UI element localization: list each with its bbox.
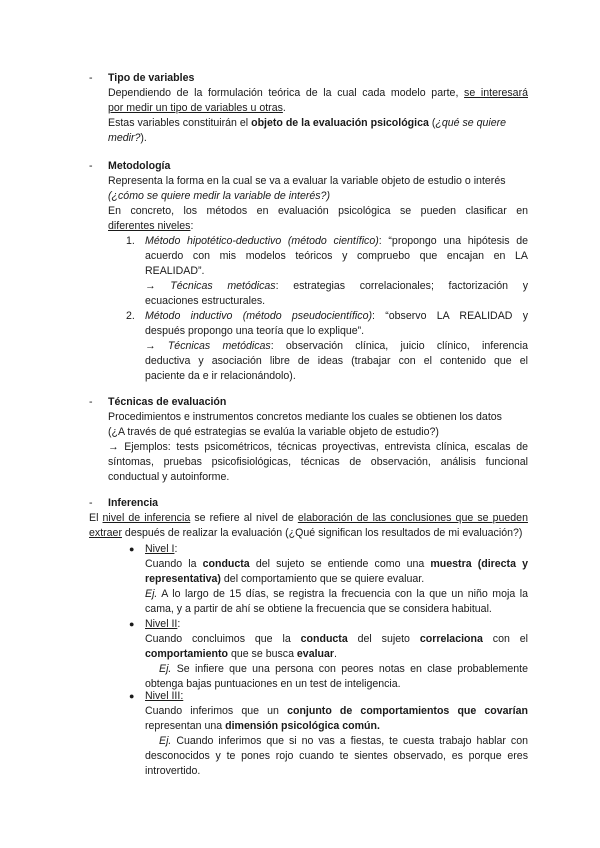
- list-item-nivel-3: Nivel III: Cuando inferimos que un conjunto de comportamientos que covarían representan una dimensión psicológica común. Ej. Cuando inferimos que si no vas a fiestas, te cuesta trabajo hablar con desconocidos y te pones rojo cuando te sientes observado, es porque eres introvertido.: [145, 690, 528, 777]
- section-title: Metodología: [108, 160, 171, 172]
- bullet-dot-icon: ●: [129, 691, 135, 701]
- section-title: Técnicas de evaluación: [108, 396, 227, 408]
- list-number: 1.: [126, 235, 135, 247]
- section-body: Procedimientos e instrumentos concretos mediante los cuales se obtienen los datos (¿A través de qué estrategias se evalúa la variable objeto de estudio?) → Ejemplos: tests psicométricos, técnicas proyectivas, entrevista clínica, escalas de síntomas, pruebas psicofisiológicas, técnicas de observación, análisis funcional conductual y autoinforme.: [108, 411, 528, 483]
- section-body: Representa la forma en la cual se va a evaluar la variable objeto de estudio o interés (¿cómo se quiere medir la variable de interés?) En concreto, los métodos en evaluación psicológica se pueden clasificar en diferentes niveles:: [108, 175, 528, 232]
- section-bullet: -: [89, 72, 93, 84]
- list-item-nivel-1: Nivel I: Cuando la conducta del sujeto se entiende como una muestra (directa y representativa) del comportamiento que se quiere evaluar. Ej. A lo largo de 15 días, se registra la frecuencia con la que un niño moja la cama, y a partir de ahí se obtiene la frecuencia que se considera habitual.: [145, 543, 528, 615]
- section-bullet: -: [89, 160, 93, 172]
- section-body: Dependiendo de la formulación teórica de la cual cada modelo parte, se interesará por medir un tipo de variables u otras. Estas variables constituirán el objeto de la evaluación psicológica (¿qué se quiere medir?).: [108, 87, 528, 144]
- section-title: Inferencia: [108, 497, 159, 509]
- bullet-dot-icon: ●: [129, 619, 135, 629]
- section-title: Tipo de variables: [108, 72, 195, 84]
- list-item-nivel-2: Nivel II: Cuando concluimos que la conducta del sujeto correlaciona con el comportamiento que se busca evaluar. Ej. Se infiere que una persona con peores notas en clase probablemente obtenga bajas puntuaciones en un test de inteligencia.: [145, 618, 529, 690]
- bullet-dot-icon: ●: [129, 544, 135, 554]
- list-item-method-2: Método inductivo (método pseudocientífico): “observo LA REALIDAD y después propongo una teoría que lo explique”. → Técnicas metódicas: observación clínica, juicio clínico, inferencia deductiva y asociación libre de ideas (trabajar con el contenido que el paciente da e ir relacionándolo).: [145, 310, 528, 382]
- section-bullet: -: [89, 497, 93, 509]
- inferencia-intro: El nivel de inferencia se refiere al nivel de elaboración de las conclusiones que se pueden extraer después de realizar la evaluación (¿Qué significan los resultados de mi evaluación?): [89, 512, 528, 539]
- section-bullet: -: [89, 396, 93, 408]
- list-item-method-1: Método hipotético-deductivo (método científico): “propongo una hipótesis de acuerdo con mis modelos teóricos y compruebo que encajan en LA REALIDAD”. → Técnicas metódicas: estrategias correlacionales; factorización y ecuaciones estructurales.: [145, 235, 528, 307]
- list-number: 2.: [126, 310, 135, 322]
